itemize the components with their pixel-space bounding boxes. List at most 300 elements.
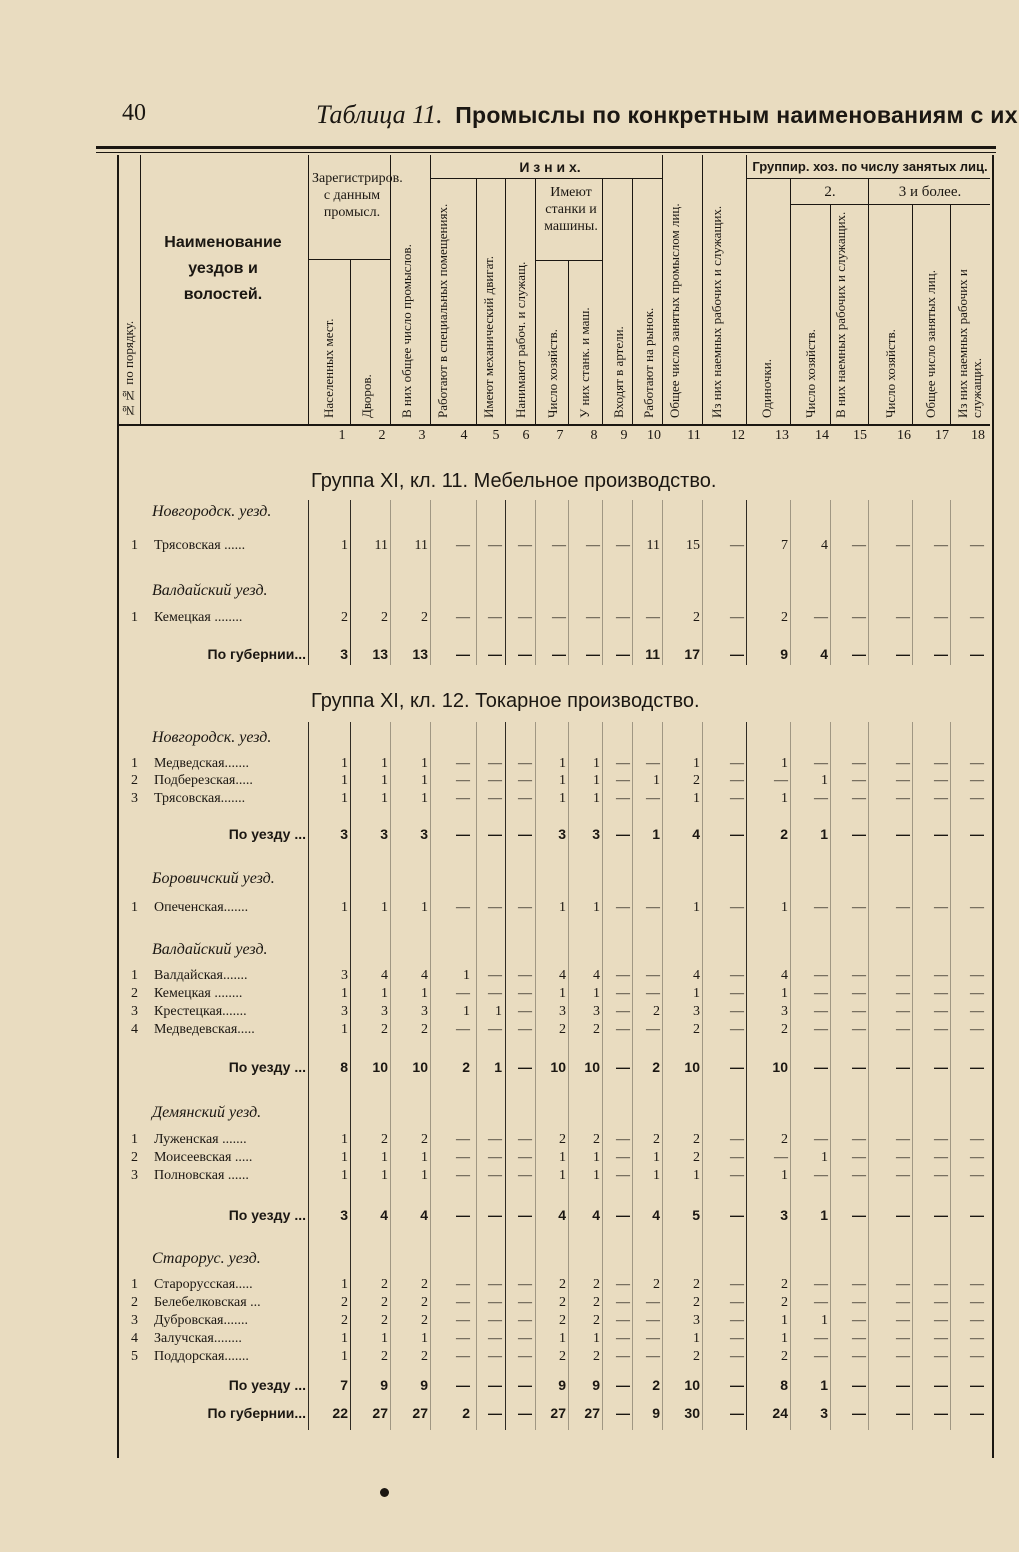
cell-col-5: — [488, 773, 502, 788]
cell-col-14: — [814, 1022, 828, 1037]
cell-col-11: 5 [692, 1207, 700, 1223]
col-number-6: 6 [522, 428, 530, 443]
cell-col-11: 4 [692, 826, 700, 842]
cell-col-15: — [852, 900, 866, 915]
cell-col-2: 13 [372, 646, 388, 662]
volost-name: Валдайская....... [154, 968, 248, 983]
body-col-line [868, 722, 869, 1430]
total-label: По губернии... [207, 1405, 306, 1421]
cell-col-17: — [934, 538, 948, 553]
cell-col-15: — [852, 538, 866, 553]
cell-col-8: 2 [593, 1313, 600, 1328]
cell-col-16: — [896, 1168, 910, 1183]
uezd-heading: Боровичский уезд. [152, 870, 275, 887]
cell-col-5: — [488, 1207, 502, 1223]
cell-col-2: 2 [381, 1295, 388, 1310]
cell-col-9: — [616, 538, 630, 553]
cell-col-7: 2 [559, 1313, 566, 1328]
row-number: 1 [131, 1132, 138, 1147]
header-sub-rule-registered [308, 259, 390, 260]
cell-col-15: — [852, 1004, 866, 1019]
cell-col-16: — [896, 1313, 910, 1328]
row-number: 1 [131, 610, 138, 625]
cell-col-12: — [730, 1022, 744, 1037]
cell-col-3: 10 [412, 1059, 428, 1075]
cell-col-17: — [934, 1022, 948, 1037]
cell-col-13: 4 [781, 968, 788, 983]
cell-col-14: — [814, 1059, 828, 1075]
header-machines-count: У них станк. и маш. [577, 307, 592, 418]
cell-col-3: 3 [420, 826, 428, 842]
cell-col-5: — [488, 1022, 502, 1037]
header-col-line-2 [350, 260, 351, 425]
cell-col-1: 7 [340, 1377, 348, 1393]
cell-col-14: — [814, 791, 828, 806]
cell-col-5: — [488, 610, 502, 625]
cell-col-4: — [456, 773, 470, 788]
cell-col-10: — [646, 1349, 660, 1364]
row-number: 2 [131, 1295, 138, 1310]
cell-col-8: 3 [593, 1004, 600, 1019]
cell-col-18: — [970, 538, 984, 553]
cell-col-9: — [616, 1277, 630, 1292]
cell-col-18: — [970, 1150, 984, 1165]
cell-col-15: — [852, 791, 866, 806]
cell-col-15: — [852, 826, 866, 842]
col-number-5: 5 [492, 428, 500, 443]
cell-col-13: 24 [772, 1405, 788, 1421]
cell-col-16: — [896, 756, 910, 771]
cell-col-14: 3 [820, 1405, 828, 1421]
body-col-line [702, 500, 703, 665]
cell-col-16: — [896, 1277, 910, 1292]
header-col-line-17 [912, 204, 913, 425]
cell-col-7: 1 [559, 986, 566, 1001]
cell-col-4: — [456, 1277, 470, 1292]
cell-col-15: — [852, 1349, 866, 1364]
volost-name: Трясовская ...... [154, 538, 246, 553]
cell-col-14: 1 [820, 1207, 828, 1223]
cell-col-2: 1 [381, 986, 388, 1001]
cell-col-10: — [646, 900, 660, 915]
header-three-plus: 3 и более. [898, 184, 962, 200]
cell-col-12: — [730, 1331, 744, 1346]
cell-col-12: — [730, 538, 744, 553]
cell-col-6: — [518, 1313, 532, 1328]
cell-col-3: 2 [421, 1349, 428, 1364]
cell-col-11: 2 [693, 1132, 700, 1147]
row-number: 1 [131, 538, 138, 553]
col-number-1: 1 [338, 428, 346, 443]
cell-col-3: 3 [421, 1004, 428, 1019]
cell-col-9: — [616, 826, 630, 842]
cell-col-17: — [934, 1405, 948, 1421]
cell-col-9: — [616, 1349, 630, 1364]
cell-col-3: 2 [421, 610, 428, 625]
cell-col-12: — [730, 1207, 744, 1223]
volost-name: Кемецкая ........ [154, 986, 243, 1001]
cell-col-9: — [616, 968, 630, 983]
cell-col-6: — [518, 900, 532, 915]
cell-col-16: — [896, 1059, 910, 1075]
cell-col-15: — [852, 1405, 866, 1421]
cell-col-10: 2 [653, 1004, 660, 1019]
cell-col-8: 10 [584, 1059, 600, 1075]
cell-col-12: — [730, 826, 744, 842]
cell-col-5: 1 [494, 1059, 502, 1075]
cell-col-7: 4 [558, 1207, 566, 1223]
col-number-17: 17 [935, 428, 949, 443]
cell-col-4: — [456, 900, 470, 915]
cell-col-5: — [488, 756, 502, 771]
cell-col-5: — [488, 1150, 502, 1165]
cell-col-3: 1 [421, 1331, 428, 1346]
cell-col-15: — [852, 1022, 866, 1037]
cell-col-7: 1 [559, 791, 566, 806]
body-col-line [746, 722, 747, 1430]
cell-col-4: — [456, 756, 470, 771]
cell-col-17: — [934, 610, 948, 625]
volost-name: Белебелковская ... [154, 1295, 261, 1310]
cell-col-13: 3 [781, 1004, 788, 1019]
cell-col-1: 2 [341, 610, 348, 625]
cell-col-2: 1 [381, 1150, 388, 1165]
cell-col-15: — [852, 986, 866, 1001]
cell-col-7: 1 [559, 773, 566, 788]
cell-col-9: — [616, 1377, 630, 1393]
cell-col-6: — [518, 1168, 532, 1183]
cell-col-17: — [934, 756, 948, 771]
cell-col-13: 2 [781, 1022, 788, 1037]
total-label: По уезду ... [228, 1059, 306, 1075]
body-col-line [430, 500, 431, 665]
cell-col-7: 4 [559, 968, 566, 983]
cell-col-12: — [730, 1132, 744, 1147]
cell-col-3: 11 [414, 538, 428, 553]
cell-col-17: — [934, 1004, 948, 1019]
cell-col-18: — [970, 773, 984, 788]
cell-col-3: 1 [421, 900, 428, 915]
header-total-employed: Общее число занятых промыслом лиц. [667, 203, 682, 418]
cell-col-18: — [970, 900, 984, 915]
cell-col-2: 3 [381, 1004, 388, 1019]
cell-col-10: 2 [652, 1059, 660, 1075]
cell-col-13: 1 [781, 1331, 788, 1346]
cell-col-14: 1 [821, 1150, 828, 1165]
cell-col-17: — [934, 773, 948, 788]
cell-col-6: — [518, 1277, 532, 1292]
cell-col-11: 2 [693, 1150, 700, 1165]
cell-col-13: 8 [780, 1377, 788, 1393]
cell-col-13: 9 [780, 646, 788, 662]
cell-col-13: 1 [781, 756, 788, 771]
cell-col-3: 27 [412, 1405, 428, 1421]
cell-col-10: 9 [652, 1405, 660, 1421]
volost-name: Полновская ...... [154, 1168, 249, 1183]
group-heading: Группа XI, кл. 11. Мебельное производство. [311, 470, 717, 492]
header-col-line-9 [602, 178, 603, 425]
cell-col-2: 4 [380, 1207, 388, 1223]
cell-col-2: 3 [380, 826, 388, 842]
cell-col-1: 1 [341, 1277, 348, 1292]
cell-col-8: 9 [592, 1377, 600, 1393]
header-col-line-14 [790, 178, 791, 425]
cell-col-1: 1 [341, 1168, 348, 1183]
cell-col-13: 1 [781, 1168, 788, 1183]
cell-col-9: — [616, 1022, 630, 1037]
cell-col-12: — [730, 1059, 744, 1075]
cell-col-10: 2 [653, 1277, 660, 1292]
top-rule-thin [96, 152, 996, 153]
cell-col-13: 2 [780, 826, 788, 842]
cell-col-4: — [456, 1331, 470, 1346]
cell-col-14: 1 [821, 773, 828, 788]
cell-col-18: — [970, 1349, 984, 1364]
cell-col-14: — [814, 1004, 828, 1019]
cell-col-6: — [518, 1349, 532, 1364]
cell-col-5: — [488, 900, 502, 915]
cell-col-5: — [488, 1405, 502, 1421]
volost-name: Медведская....... [154, 756, 250, 771]
cell-col-10: 1 [653, 773, 660, 788]
cell-col-12: — [730, 1349, 744, 1364]
cell-col-7: 2 [559, 1349, 566, 1364]
cell-col-17: — [934, 1349, 948, 1364]
cell-col-7: 1 [559, 756, 566, 771]
cell-col-15: — [852, 968, 866, 983]
cell-col-8: 1 [593, 1168, 600, 1183]
row-number: 3 [131, 1168, 138, 1183]
cell-col-5: — [488, 646, 502, 662]
total-label: По уезду ... [228, 826, 306, 842]
cell-col-15: — [852, 1295, 866, 1310]
uezd-heading: Старорус. уезд. [152, 1250, 261, 1267]
header-col-line-1 [308, 155, 309, 425]
cell-col-5: — [488, 1277, 502, 1292]
cell-col-10: 4 [652, 1207, 660, 1223]
ink-dot [380, 1488, 389, 1497]
cell-col-2: 2 [381, 1349, 388, 1364]
cell-col-3: 1 [421, 1150, 428, 1165]
cell-col-3: 9 [420, 1377, 428, 1393]
cell-col-6: — [518, 646, 532, 662]
body-col-line [830, 722, 831, 1430]
cell-col-2: 1 [381, 791, 388, 806]
row-number: 3 [131, 1004, 138, 1019]
cell-col-17: — [934, 900, 948, 915]
cell-col-11: 10 [684, 1059, 700, 1075]
cell-col-12: — [730, 1277, 744, 1292]
cell-col-9: — [616, 1331, 630, 1346]
cell-col-4: — [456, 986, 470, 1001]
cell-col-12: — [730, 773, 744, 788]
cell-col-14: — [814, 1168, 828, 1183]
cell-col-18: — [970, 968, 984, 983]
cell-col-13: 1 [781, 791, 788, 806]
cell-col-16: — [896, 1150, 910, 1165]
body-col-line [662, 722, 663, 1430]
header-total-trades: В них общее число промыслов. [399, 244, 414, 418]
uezd-heading: Новгородск. уезд. [152, 729, 272, 746]
cell-col-15: — [852, 1150, 866, 1165]
cell-col-6: — [518, 986, 532, 1001]
cell-col-18: — [970, 1168, 984, 1183]
cell-col-6: — [518, 1295, 532, 1310]
cell-col-4: — [456, 1295, 470, 1310]
cell-col-4: — [456, 1349, 470, 1364]
cell-col-13: 7 [781, 538, 788, 553]
cell-col-10: 11 [646, 538, 660, 553]
cell-col-16: — [896, 610, 910, 625]
cell-col-8: 1 [593, 986, 600, 1001]
cell-col-15: — [852, 1331, 866, 1346]
cell-col-15: — [852, 646, 866, 662]
cell-col-17: — [934, 1377, 948, 1393]
cell-col-8: 2 [593, 1295, 600, 1310]
cell-col-5: — [488, 1377, 502, 1393]
cell-col-2: 2 [381, 1022, 388, 1037]
cell-col-11: 3 [693, 1004, 700, 1019]
cell-col-4: 1 [463, 968, 470, 983]
body-col-line [746, 500, 747, 665]
cell-col-10: — [646, 968, 660, 983]
cell-col-8: 2 [593, 1132, 600, 1147]
cell-col-14: 1 [821, 1313, 828, 1328]
cell-col-17: — [934, 1313, 948, 1328]
header-special-premises: Работают в специальных помещениях. [435, 203, 450, 418]
cell-col-18: — [970, 1405, 984, 1421]
cell-col-9: — [616, 1059, 630, 1075]
cell-col-4: — [456, 1168, 470, 1183]
header-hire: Нанимают рабоч. и служащ. [513, 261, 528, 418]
cell-col-12: — [730, 986, 744, 1001]
header-three-hired: Из них наемных рабочих и служащих. [955, 269, 984, 418]
col-number-7: 7 [556, 428, 564, 443]
volost-name: Медведевская..... [154, 1022, 255, 1037]
cell-col-7: 2 [559, 1132, 566, 1147]
cell-col-18: — [970, 610, 984, 625]
col-number-16: 16 [897, 428, 911, 443]
cell-col-8: 1 [593, 900, 600, 915]
cell-col-9: — [616, 756, 630, 771]
uezd-heading: Валдайский уезд. [152, 941, 268, 958]
body-col-line [662, 500, 663, 665]
cell-col-16: — [896, 1349, 910, 1364]
table-title: Промыслы по конкретным наименованиям с их [455, 102, 1018, 128]
cell-col-6: — [518, 538, 532, 553]
cell-col-18: — [970, 1295, 984, 1310]
cell-col-14: — [814, 610, 828, 625]
body-col-line [535, 500, 536, 665]
cell-col-14: — [814, 900, 828, 915]
total-label: По губернии... [207, 646, 306, 662]
cell-col-2: 2 [381, 610, 388, 625]
cell-col-8: 4 [592, 1207, 600, 1223]
header-two: 2. [824, 184, 836, 200]
body-col-line [790, 500, 791, 665]
cell-col-9: — [616, 1132, 630, 1147]
cell-col-5: — [488, 1132, 502, 1147]
cell-col-15: — [852, 1059, 866, 1075]
volost-name: Трясовская....... [154, 791, 246, 806]
cell-col-1: 3 [340, 826, 348, 842]
cell-col-16: — [896, 1331, 910, 1346]
cell-col-4: — [456, 1150, 470, 1165]
cell-col-8: — [586, 610, 600, 625]
cell-col-4: — [456, 791, 470, 806]
cell-col-5: — [488, 1349, 502, 1364]
cell-col-2: 1 [381, 1168, 388, 1183]
body-col-line [912, 500, 913, 665]
cell-col-18: — [970, 1207, 984, 1223]
cell-col-6: — [518, 1004, 532, 1019]
header-registered: Зарегистриров. с данным промысл. [312, 171, 403, 220]
cell-col-14: — [814, 1349, 828, 1364]
cell-col-16: — [896, 1004, 910, 1019]
cell-col-1: 1 [341, 1150, 348, 1165]
cell-col-2: 1 [381, 756, 388, 771]
cell-col-9: — [616, 1313, 630, 1328]
cell-col-5: — [488, 1168, 502, 1183]
total-label: По уезду ... [228, 1377, 306, 1393]
cell-col-18: — [970, 1277, 984, 1292]
cell-col-12: — [730, 1150, 744, 1165]
header-hired-workers: Из них наемных рабочих и служащих. [709, 205, 724, 418]
cell-col-8: 3 [592, 826, 600, 842]
volost-name: Дубровская....... [154, 1313, 248, 1328]
cell-col-3: 4 [421, 968, 428, 983]
cell-col-2: 11 [374, 538, 388, 553]
cell-col-8: — [586, 538, 600, 553]
cell-col-14: 1 [820, 1377, 828, 1393]
cell-col-11: 1 [693, 756, 700, 771]
cell-col-7: 1 [559, 900, 566, 915]
cell-col-16: — [896, 773, 910, 788]
body-col-line [912, 722, 913, 1430]
cell-col-17: — [934, 986, 948, 1001]
header-of-them: И з н и х. [519, 159, 581, 175]
cell-col-10: 2 [653, 1132, 660, 1147]
cell-col-8: — [586, 646, 600, 662]
cell-col-15: — [852, 773, 866, 788]
cell-col-12: — [730, 1168, 744, 1183]
cell-col-6: — [518, 826, 532, 842]
cell-col-12: — [730, 968, 744, 983]
col-number-3: 3 [418, 428, 426, 443]
cell-col-12: — [730, 1295, 744, 1310]
volost-name: Кемецкая ........ [154, 610, 243, 625]
body-col-line [430, 722, 431, 1430]
cell-col-15: — [852, 756, 866, 771]
cell-col-9: — [616, 610, 630, 625]
header-col-line-5 [476, 178, 477, 425]
cell-col-1: 1 [341, 756, 348, 771]
cell-col-16: — [896, 646, 910, 662]
cell-col-6: — [518, 1150, 532, 1165]
cell-col-8: 4 [593, 968, 600, 983]
body-col-line [950, 722, 951, 1430]
body-col-line [702, 722, 703, 1430]
cell-col-10: 1 [653, 1150, 660, 1165]
cell-col-16: — [896, 1295, 910, 1310]
cell-col-16: — [896, 826, 910, 842]
cell-col-17: — [934, 1295, 948, 1310]
cell-col-3: 1 [421, 1168, 428, 1183]
cell-col-10: — [646, 610, 660, 625]
header-have-machines: Имеют станки и машины. [544, 185, 598, 234]
cell-col-16: — [896, 1377, 910, 1393]
cell-col-12: — [730, 610, 744, 625]
